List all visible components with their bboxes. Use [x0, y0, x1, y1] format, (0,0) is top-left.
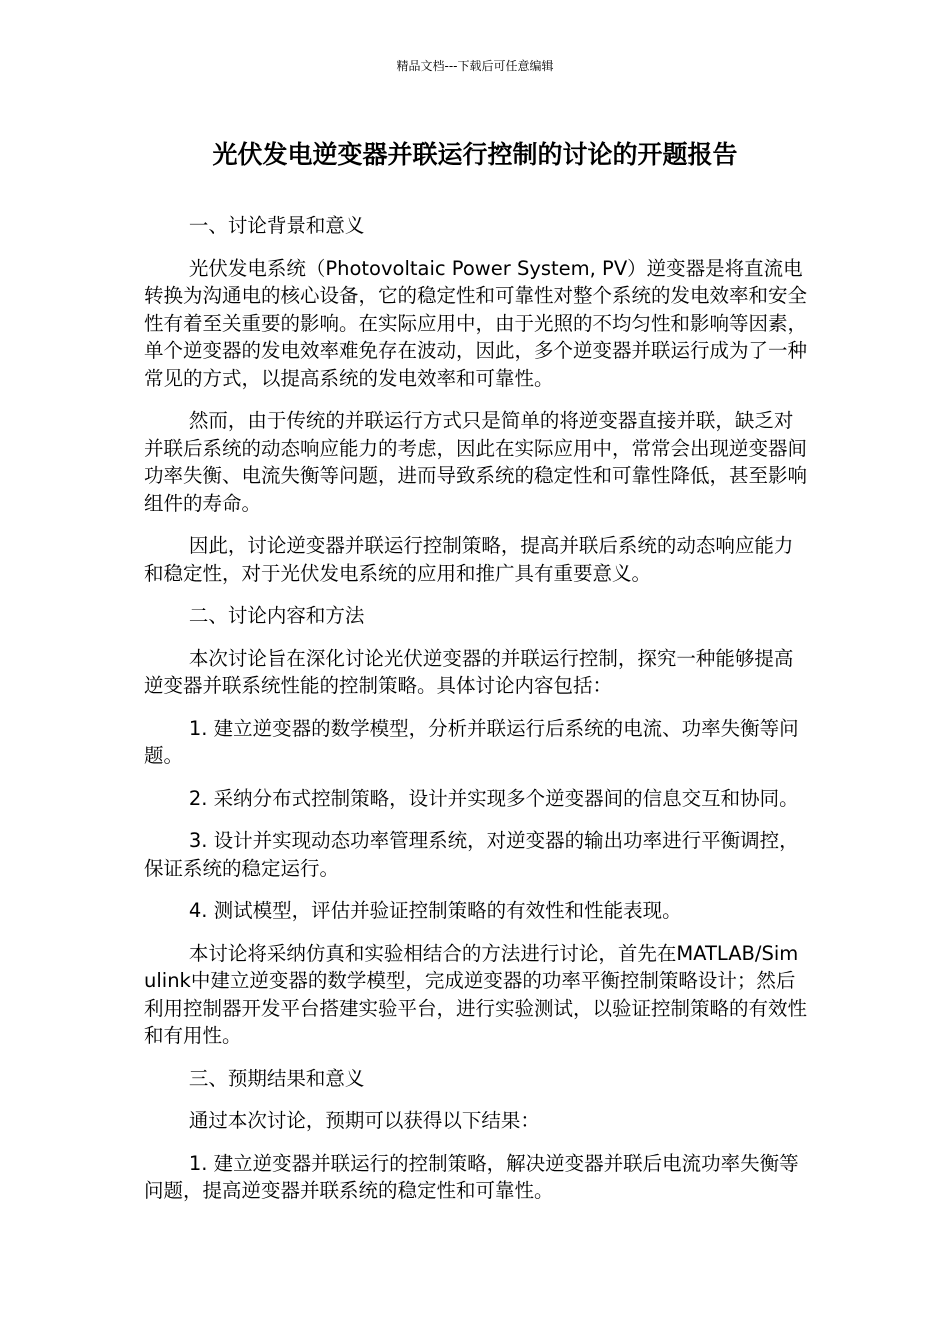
- list-item: 1. 建立逆变器的数学模型，分析并联运行后系统的电流、功率失衡等问题。: [144, 716, 799, 767]
- header-note: 精品文档---下载后可任意编辑: [396, 59, 554, 73]
- list-item: 4. 测试模型，评估并验证控制策略的有效性和性能表现。: [188, 899, 682, 922]
- paragraph: 然而，由于传统的并联运行方式只是简单的将逆变器直接并联，缺乏对并联后系统的动态响应能力的考虑，因此在实际应用中，常常会出现逆变器间功率失衡、电流失衡等问题，进而导致系统的稳定性和可靠性降低，甚至影响组件的寿命。: [144, 409, 808, 515]
- section-heading-background: 一、讨论背景和意义: [188, 214, 365, 237]
- paragraph: 光伏发电系统（Photovoltaic Power System, PV）逆变器是将直流电转换为沟通电的核心设备，它的稳定性和可靠性对整个系统的发电效率和安全性有着至关重要的影响。在实际应用中，由于光照的不均匀性和影响等因素，单个逆变器的发电效率难免存在波动，因此，多个逆变器并联运行成为了一种常见的方式，以提高系统的发电效率和可靠性。: [144, 256, 808, 390]
- paragraph: 因此，讨论逆变器并联运行控制策略，提高并联后系统的动态响应能力和稳定性，对于光伏发电系统的应用和推广具有重要意义。: [144, 534, 794, 585]
- section-heading-expected-results: 三、预期结果和意义: [188, 1066, 365, 1090]
- paragraph: 通过本次讨论，预期可以获得以下结果：: [188, 1109, 540, 1132]
- paragraph: 本次讨论旨在深化讨论光伏逆变器的并联运行控制，探究一种能够提高逆变器并联系统性能的控制策略。具体讨论内容包括：: [144, 646, 794, 697]
- list-item: 2. 采纳分布式控制策略，设计并实现多个逆变器间的信息交互和协同。: [188, 786, 799, 810]
- section-heading-content-methods: 二、讨论内容和方法: [188, 604, 365, 627]
- document-body: [144, 212, 808, 1220]
- list-item: 1. 建立逆变器并联运行的控制策略，解决逆变器并联后电流功率失衡等问题，提高逆变器并联系统的稳定性和可靠性。: [144, 1151, 799, 1202]
- paragraph: 本讨论将采纳仿真和实验相结合的方法进行讨论，首先在MATLAB/Simulink中建立逆变器的数学模型，完成逆变器的功率平衡控制策略设计；然后利用控制器开发平台搭建实验平台，进行实验测试，以验证控制策略的有效性和有用性。: [144, 941, 808, 1047]
- list-item: 3. 设计并实现动态功率管理系统，对逆变器的输出功率进行平衡调控，保证系统的稳定运行。: [144, 829, 799, 880]
- document-title: 光伏发电逆变器并联运行控制的讨论的开题报告: [212, 140, 738, 169]
